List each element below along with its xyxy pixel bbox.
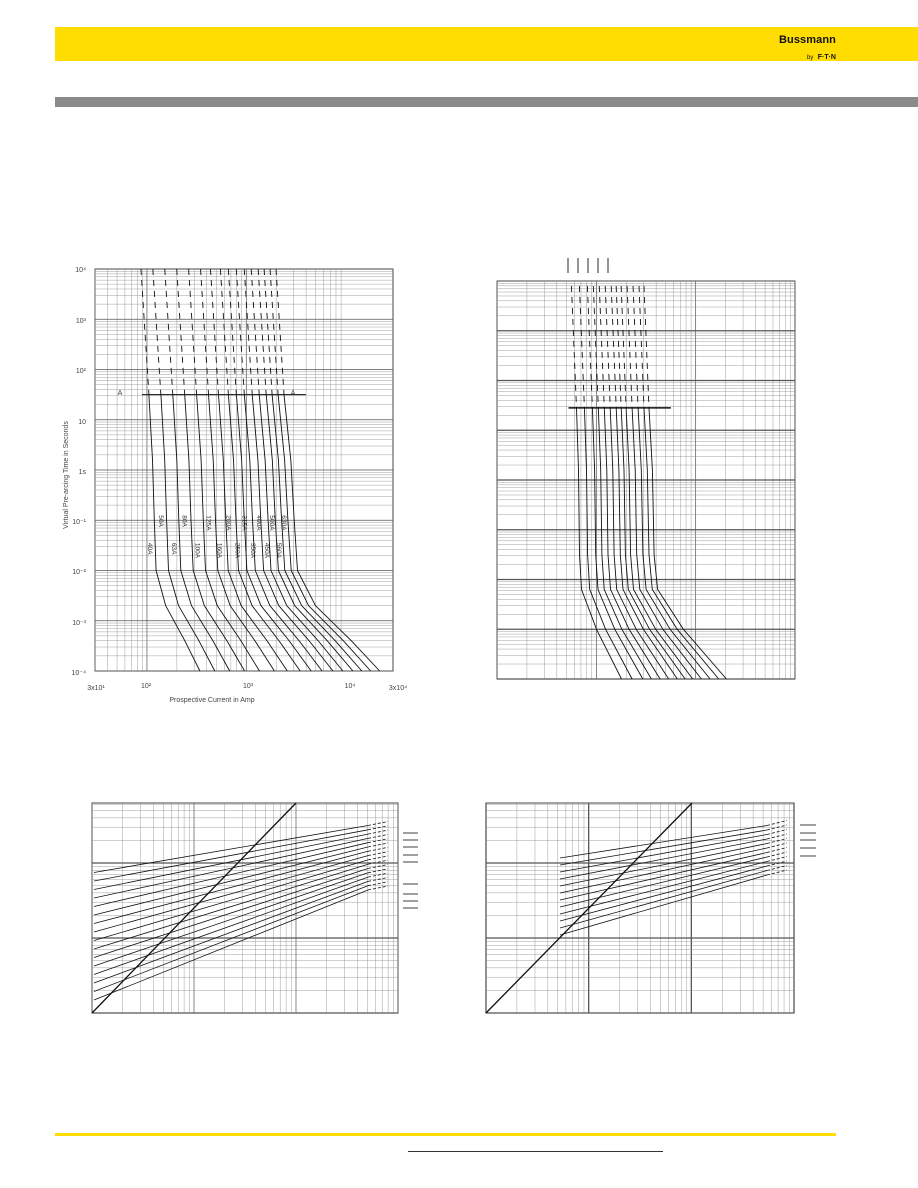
footer-rule: [55, 1133, 836, 1136]
fuse-curve: [604, 408, 660, 679]
fuse-curve: [610, 408, 669, 679]
cutoff-line-dashed: [368, 856, 388, 860]
rating-label: 80A: [180, 515, 188, 527]
x-tick-label: 10²: [140, 683, 152, 690]
cutoff-line: [560, 839, 767, 879]
y-tick-label: 10²: [75, 368, 86, 375]
cutoff-line-dashed: [368, 847, 388, 851]
rating-label: 400A: [255, 515, 263, 531]
fuse-curve-dashed: [210, 269, 218, 395]
time-current-chart-right: [485, 255, 800, 685]
fuse-curve: [577, 408, 622, 679]
fuse-curve-dashed: [270, 269, 278, 395]
brand-name: Bussmann: [778, 34, 836, 46]
cutoff-lines: [92, 803, 418, 1013]
fuse-curve-dashed: [276, 269, 284, 395]
cutoff-line-dashed: [368, 852, 388, 856]
cutoff-chart-right: [482, 800, 822, 1020]
rating-label: 315A: [240, 515, 248, 531]
rating-label: 450A: [263, 542, 271, 559]
y-tick-label: 10⁻²: [72, 569, 86, 576]
line-a-marker-left: A: [117, 390, 123, 397]
brand-logo: [779, 34, 836, 64]
fuse-curve-dashed: [165, 269, 173, 395]
cutoff-line-dashed: [368, 869, 388, 873]
rating-label: 500A: [268, 515, 276, 531]
x-tick-label: 3x10¹: [87, 685, 105, 692]
x-tick-label: 10⁴: [344, 683, 356, 690]
y-tick-label: 1s: [78, 469, 86, 476]
cutoff-line: [560, 848, 767, 893]
fuse-curve-dashed: [177, 269, 185, 395]
brand-parent: F·T·N: [817, 54, 836, 61]
cutoff-line-dashed: [368, 843, 388, 847]
time-current-chart-left: [60, 260, 415, 705]
cutoff-line-dashed: [368, 826, 388, 830]
rating-label: 560A: [275, 542, 283, 559]
brand-by: by: [806, 55, 814, 61]
y-tick-label: 10⁻⁴: [71, 670, 86, 677]
chart-labels: [63, 267, 407, 704]
cutoff-line: [560, 862, 767, 915]
fuse-curve: [644, 408, 719, 679]
fuse-curve-dashed: [228, 269, 236, 395]
rating-label: 160A: [215, 542, 223, 559]
rating-label: 50A: [156, 515, 164, 527]
cutoff-line-dashed: [368, 830, 388, 834]
cutoff-line-dashed: [368, 834, 388, 838]
fuse-curve: [209, 395, 275, 671]
fuse-curve-dashed: [189, 269, 197, 395]
y-tick-label: 10⁻³: [72, 620, 86, 627]
fuse-curve-dashed: [236, 269, 244, 395]
cutoff-line-dashed: [368, 873, 388, 877]
fuse-curve-dashed: [605, 286, 610, 408]
cutoff-line-dashed: [368, 886, 388, 890]
line-a-marker-right: A: [290, 390, 296, 397]
chart-grid: [497, 281, 795, 679]
y-axis-label: Virtual Pre-arcing Time in Seconds: [63, 421, 70, 529]
fuse-curve-dashed: [621, 286, 626, 408]
cutoff-lines: [486, 803, 816, 1013]
fuse-curve-dashed: [593, 286, 598, 408]
rating-label: 250A: [233, 542, 241, 559]
fuse-curve: [649, 408, 726, 679]
fuse-curve-dashed: [633, 286, 638, 408]
fuse-curve-dashed: [639, 286, 644, 408]
fuse-curve-dashed: [141, 269, 149, 395]
rating-label: 630A: [280, 515, 288, 531]
cutoff-chart-left: [88, 800, 418, 1020]
fuse-curve-dashed: [611, 286, 616, 408]
fuse-curve-dashed: [644, 286, 649, 408]
rating-label: 350A: [249, 542, 257, 559]
fuse-curve: [185, 395, 248, 671]
rating-label: 125A: [204, 515, 212, 531]
rating-label: 63A: [169, 542, 177, 555]
fuse-curve-dashed: [251, 269, 259, 395]
fuse-curve-dashed: [599, 286, 604, 408]
chart-grid: [95, 269, 393, 671]
x-tick-label: 10³: [242, 683, 254, 690]
cutoff-line-dashed: [368, 877, 388, 881]
fuse-curve-dashed: [627, 286, 632, 408]
y-tick-label: 10: [78, 419, 86, 426]
cutoff-line-dashed: [368, 839, 388, 843]
chart-grid: [92, 800, 398, 1013]
fuse-curve-dashed: [616, 286, 621, 408]
x-axis-label: Prospective Current in Amp: [169, 697, 255, 704]
fuse-curve-dashed: [579, 286, 584, 408]
y-tick-label: 10⁻¹: [72, 519, 86, 526]
section-bar: [55, 97, 918, 107]
footer-link-underline: [408, 1151, 663, 1152]
fuse-curve-dashed: [571, 286, 576, 408]
chart-grid: [486, 800, 794, 1013]
rating-label: 200A: [224, 515, 232, 531]
fuse-curve-dashed: [153, 269, 161, 395]
fuse-curve: [252, 395, 333, 671]
fuse-curve-dashed: [258, 269, 266, 395]
rating-label: 100A: [193, 542, 201, 559]
rating-label: 40A: [145, 542, 153, 555]
fuse-curve-dashed: [244, 269, 252, 395]
plot-frame: [92, 803, 398, 1013]
cutoff-line-dashed: [368, 882, 388, 886]
plot-frame: [486, 803, 794, 1013]
cutoff-line-dashed: [368, 822, 388, 826]
cutoff-line: [560, 866, 767, 921]
fuse-curve-dashed: [264, 269, 272, 395]
fuse-curve-dashed: [201, 269, 209, 395]
y-tick-label: 10⁴: [75, 267, 86, 274]
y-tick-label: 10³: [75, 318, 86, 325]
x-tick-label: 3x10⁴: [388, 685, 408, 692]
